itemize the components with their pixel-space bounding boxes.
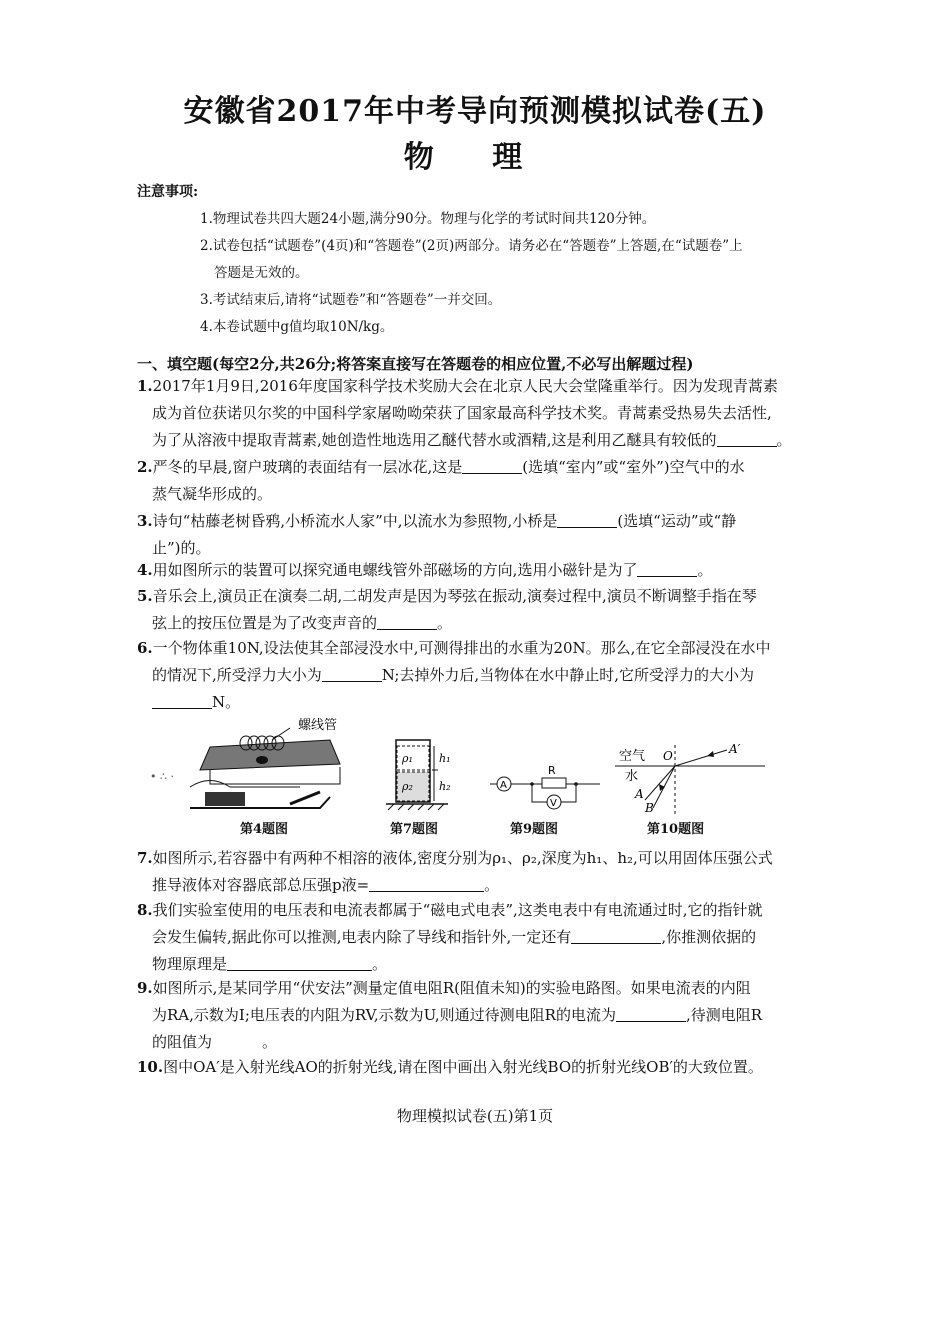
figure-caption: 第9题图 bbox=[510, 822, 559, 837]
resistor-label: R bbox=[548, 764, 556, 777]
question-4 bbox=[137, 557, 817, 584]
rho2-label: ρ₂ bbox=[402, 780, 413, 793]
ammeter-label: A bbox=[500, 780, 507, 791]
question-text: 的情况下,所受浮力大小为 bbox=[152, 666, 322, 684]
point-o-label: O bbox=[663, 749, 673, 763]
question-text: ,你推测依据的 bbox=[661, 928, 757, 946]
question-number: 6. bbox=[137, 639, 153, 657]
answer-blank bbox=[462, 457, 522, 474]
question-text: 如图所示,若容器中有两种不相溶的液体,密度分别为ρ₁、ρ₂,深度为h₁、h₂,可以用固体压强公式 bbox=[152, 849, 773, 867]
question-text: 一个物体重10N,设法使其全部浸没水中,可测得排出的水重为20N。那么,在它全部浸没在水中 bbox=[152, 639, 771, 657]
question-number: 5. bbox=[137, 587, 153, 605]
question-number: 8. bbox=[137, 901, 153, 919]
question-text: ,待测电阻R bbox=[685, 1006, 763, 1024]
question-text: 严冬的早晨,窗户玻璃的表面结有一层冰花,这是 bbox=[152, 458, 463, 476]
ground-hatch bbox=[388, 804, 444, 810]
resistor-icon bbox=[542, 778, 566, 788]
question-text: 音乐会上,演员正在演奏二胡,二胡发声是因为琴弦在振动,演奏过程中,演员不断调整手指在琴 bbox=[152, 587, 757, 605]
punctuation: 。 bbox=[697, 561, 713, 579]
svg-text:• ∴ ·: • ∴ · bbox=[150, 770, 174, 783]
rho1-label: ρ₁ bbox=[402, 752, 413, 765]
question-text: 我们实验室使用的电压表和电流表都属于“磁电式电表”,这类电表中有电流通过时,它的指针就 bbox=[152, 901, 763, 919]
question-8 bbox=[137, 897, 817, 978]
question-number: 1. bbox=[137, 377, 153, 395]
water-label: 水 bbox=[625, 769, 639, 784]
question-text: 如图所示,是某同学用“伏安法”测量定值电阻R(阻值未知)的实验电路图。如果电流表的内阻 bbox=[152, 979, 751, 997]
figure-10-diagram bbox=[615, 740, 765, 815]
question-number: 4. bbox=[137, 561, 153, 579]
question-text: N;去掉外力后,当物体在水中静止时,它所受浮力的大小为 bbox=[381, 666, 754, 684]
a-prime-label: A′ bbox=[729, 742, 741, 756]
notice-heading: 注意事项: bbox=[137, 184, 199, 200]
question-text: 诗句“枯藤老树昏鸦,小桥流水人家”中,以流水为参照物,小桥是 bbox=[152, 512, 558, 530]
figure-caption: 第10题图 bbox=[647, 822, 705, 837]
punctuation: 。 bbox=[776, 431, 792, 449]
figure-caption: 第7题图 bbox=[390, 822, 439, 837]
figure-7-diagram bbox=[378, 732, 458, 812]
question-text: 图中OA′是入射光线AO的折射光线,请在图中画出入射光线BO的折射光线OB′的大致位置。 bbox=[163, 1058, 763, 1076]
question-text: N。 bbox=[212, 693, 241, 711]
page-title: 安徽省2017年中考导向预测模拟试卷(五) bbox=[183, 94, 767, 129]
answer-blank bbox=[322, 665, 382, 682]
h1-label: h₁ bbox=[439, 752, 451, 765]
compass-needle-icon bbox=[256, 756, 268, 764]
figure-label: 螺线管 bbox=[298, 718, 338, 733]
notice-item: 1.物理试卷共四大题24小题,满分90分。物理与化学的考试时间共120分钟。 bbox=[200, 211, 656, 227]
question-3 bbox=[137, 508, 817, 562]
question-text: 止”)的。 bbox=[152, 539, 211, 557]
figure-9-diagram bbox=[490, 760, 610, 812]
question-text: 物理原理是 bbox=[152, 955, 228, 973]
question-number: 10. bbox=[137, 1058, 164, 1076]
voltmeter-label: V bbox=[550, 798, 557, 809]
punctuation: 。 bbox=[262, 1033, 278, 1051]
question-text: 为RA,示数为I;电压表的内阻为RV,示数为U,则通过待测电阻R的电流为 bbox=[152, 1006, 616, 1024]
answer-blank bbox=[717, 430, 777, 447]
question-text: 会发生偏转,据此你可以推测,电表内除了导线和指针外,一定还有 bbox=[152, 928, 572, 946]
refracted-ray bbox=[675, 750, 727, 766]
notice-list bbox=[200, 206, 820, 341]
question-text: 弦上的按压位置是为了改变声音的 bbox=[152, 614, 378, 632]
question-number: 9. bbox=[137, 979, 153, 997]
section-heading: 一、填空题(每空2分,共26分;将答案直接写在答题卷的相应位置,不必写出解题过程) bbox=[137, 355, 694, 373]
figure-4-diagram bbox=[150, 712, 350, 812]
battery-icon bbox=[205, 792, 245, 806]
answer-blank bbox=[637, 560, 697, 577]
answer-blank bbox=[557, 511, 617, 528]
answer-blank bbox=[571, 927, 661, 944]
question-9 bbox=[137, 975, 817, 1056]
question-7 bbox=[137, 845, 817, 899]
question-10 bbox=[137, 1054, 817, 1081]
page-footer: 物理模拟试卷(五)第1页 bbox=[396, 1107, 554, 1125]
question-number: 3. bbox=[137, 512, 153, 530]
point-b-label: B bbox=[645, 801, 654, 815]
answer-blank bbox=[227, 954, 372, 971]
question-text: 的阻值为 bbox=[152, 1033, 213, 1051]
question-5 bbox=[137, 583, 817, 637]
answer-blank bbox=[152, 692, 212, 709]
table-board bbox=[200, 740, 340, 770]
h2-label: h₂ bbox=[439, 780, 451, 793]
air-label: 空气 bbox=[619, 749, 646, 764]
notice-item: 3.考试结束后,请将“试题卷”和“答题卷”一并交回。 bbox=[200, 292, 502, 308]
question-number: 7. bbox=[137, 849, 153, 867]
table-leg bbox=[210, 767, 340, 784]
point-a-label: A bbox=[635, 787, 644, 801]
question-text: 用如图所示的装置可以探究通电螺线管外部磁场的方向,选用小磁针是为了 bbox=[152, 561, 638, 579]
punctuation: 。 bbox=[484, 876, 500, 894]
answer-blank bbox=[616, 1005, 686, 1022]
notice-item: 4.本卷试题中g值均取10N/kg。 bbox=[200, 319, 394, 335]
subject-title: 物 理 bbox=[403, 140, 547, 175]
answer-blank bbox=[369, 875, 484, 892]
question-text: 蒸气凝华形成的。 bbox=[152, 485, 273, 503]
figure-caption: 第4题图 bbox=[240, 822, 289, 837]
switch-icon bbox=[290, 792, 320, 804]
question-6 bbox=[137, 635, 817, 716]
punctuation: 。 bbox=[437, 614, 453, 632]
question-text: (选填“室内”或“室外”)空气中的水 bbox=[522, 458, 745, 476]
question-number: 2. bbox=[137, 458, 153, 476]
question-text: 为了从溶液中提取青蒿素,她创造性地选用乙醚代替水或酒精,这是利用乙醚具有较低的 bbox=[152, 431, 717, 449]
question-text: 2017年1月9日,2016年度国家科学技术奖励大会在北京人民大会堂隆重举行。因为发现青蒿素 bbox=[152, 377, 778, 395]
question-1 bbox=[137, 373, 817, 454]
question-text: 成为首位获诺贝尔奖的中国科学家屠呦呦荣获了国家最高科学技术奖。青蒿素受热易失去活性, bbox=[152, 404, 772, 422]
question-text: 推导液体对容器底部总压强p液= bbox=[152, 876, 370, 894]
notice-item: 2.试卷包括“试题卷”(4页)和“答题卷”(2页)两部分。请务必在“答题卷”上答题,在“试题卷”上 bbox=[200, 238, 743, 254]
answer-blank bbox=[377, 613, 437, 630]
question-2 bbox=[137, 454, 817, 508]
question-text: (选填“运动”或“静 bbox=[617, 512, 737, 530]
punctuation: 。 bbox=[372, 955, 388, 973]
notice-item: 答题是无效的。 bbox=[214, 265, 309, 281]
